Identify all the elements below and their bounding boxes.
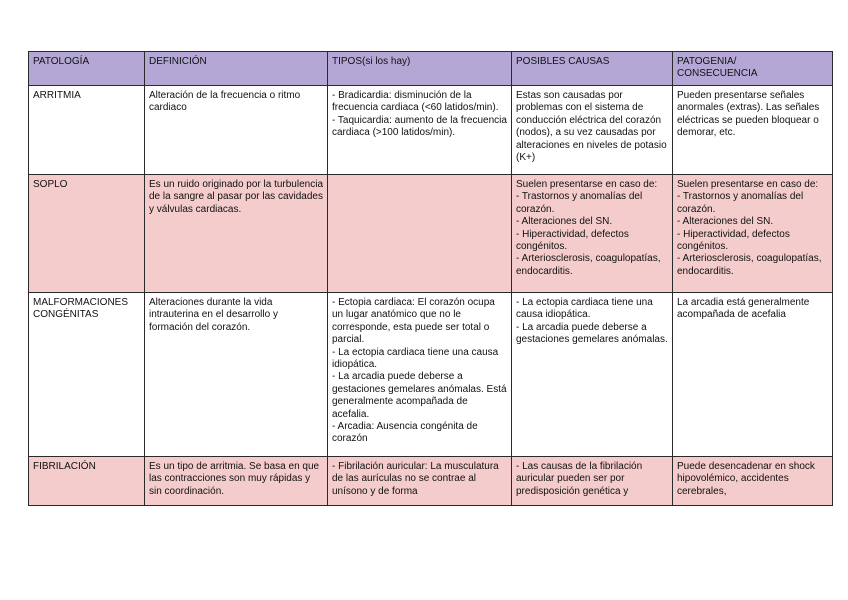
table-row-soplo bbox=[29, 175, 833, 293]
cell-definicion: Alteraciones durante la vida intrauterina en el desarrollo y formación del corazón. bbox=[145, 293, 328, 457]
table-row-fibrilacion bbox=[29, 457, 833, 506]
cell-causas: Suelen presentarse en caso de: - Trastornos y anomalías del corazón. - Alteraciones del SN. - Hiperactividad, defectos congénitos. - Arteriosclerosis, coagulopatías, endocarditis. bbox=[512, 175, 673, 293]
cell-causas: - Las causas de la fibrilación auricular pueden ser por predisposición genética y bbox=[512, 457, 673, 506]
pathology-table bbox=[28, 51, 833, 506]
header-consecuencia: PATOGENIA/ CONSECUENCIA bbox=[673, 52, 833, 86]
cell-consecuencia: Suelen presentarse en caso de: - Trastornos y anomalías del corazón. - Alteraciones del SN. - Hiperactividad, defectos congénitos. - Arteriosclerosis, coagulopatías, endocarditis. bbox=[673, 175, 833, 293]
header-row bbox=[29, 52, 833, 86]
cell-definicion: Alteración de la frecuencia o ritmo cardiaco bbox=[145, 86, 328, 175]
cell-causas: - La ectopia cardiaca tiene una causa idiopática. - La arcadia puede deberse a gestaciones gemelares anómalas. bbox=[512, 293, 673, 457]
table-row-malformaciones bbox=[29, 293, 833, 457]
cell-tipos: - Ectopia cardiaca: El corazón ocupa un lugar anatómico que no le corresponde, esta puede ser total o parcial. - La ectopia cardiaca tiene una causa idiopática. - La arcadia puede deberse a gestaciones gemelares anómalas. Está generalmente acompañada de acefalia. - Arcadia: Ausencia congénita de corazón bbox=[328, 293, 512, 457]
cell-patologia: MALFORMACIONES CONGÉNITAS bbox=[29, 293, 145, 457]
cell-definicion: Es un tipo de arritmia. Se basa en que las contracciones son muy rápidas y sin coordinación. bbox=[145, 457, 328, 506]
header-tipos: TIPOS(si los hay) bbox=[328, 52, 512, 86]
cell-tipos: - Fibrilación auricular: La musculatura de las aurículas no se contrae al unísono y de forma bbox=[328, 457, 512, 506]
cell-tipos: - Bradicardia: disminución de la frecuencia cardiaca (<60 latidos/min). - Taquicardia: aumento de la frecuencia cardiaca (>100 latidos/min). bbox=[328, 86, 512, 175]
cell-consecuencia: La arcadia está generalmente acompañada de acefalia bbox=[673, 293, 833, 457]
cell-consecuencia: Puede desencadenar en shock hipovolémico, accidentes cerebrales, bbox=[673, 457, 833, 506]
table-row-arritmia bbox=[29, 86, 833, 175]
pathology-table-container bbox=[28, 51, 833, 506]
cell-consecuencia: Pueden presentarse señales anormales (extras). Las señales eléctricas se pueden bloquear o demorar, etc. bbox=[673, 86, 833, 175]
cell-causas: Estas son causadas por problemas con el sistema de conducción eléctrica del corazón (nodos), a su vez causadas por alteraciones en niveles de potasio (K+) bbox=[512, 86, 673, 175]
header-definicion: DEFINICIÓN bbox=[145, 52, 328, 86]
header-causas: POSIBLES CAUSAS bbox=[512, 52, 673, 86]
cell-patologia: FIBRILACIÓN bbox=[29, 457, 145, 506]
header-patologia: PATOLOGÍA bbox=[29, 52, 145, 86]
cell-definicion: Es un ruido originado por la turbulencia de la sangre al pasar por las cavidades y válvulas cardiacas. bbox=[145, 175, 328, 293]
cell-tipos bbox=[328, 175, 512, 293]
cell-patologia: SOPLO bbox=[29, 175, 145, 293]
cell-patologia: ARRITMIA bbox=[29, 86, 145, 175]
